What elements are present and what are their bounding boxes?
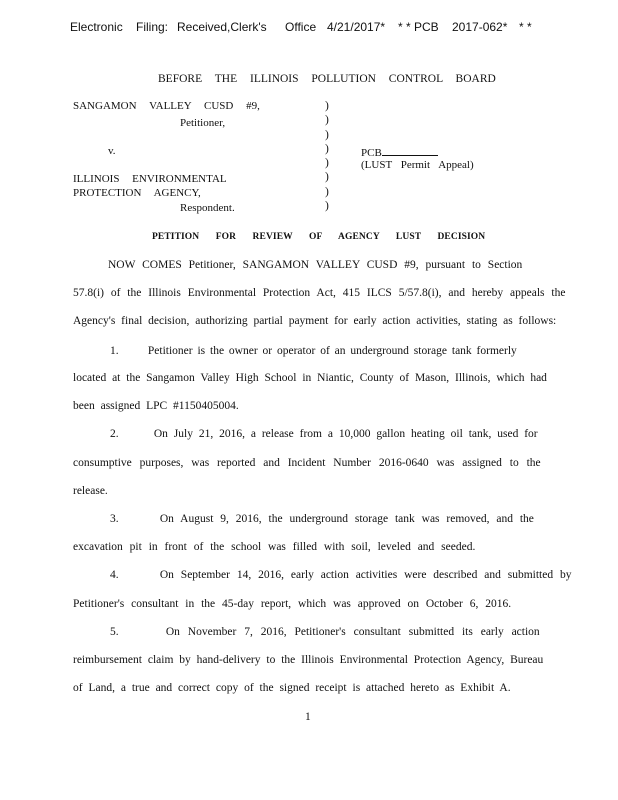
page-number: 1 (305, 711, 311, 723)
petitioner-role: Petitioner, (180, 117, 226, 129)
paragraph-3-line: excavation pit in front of the school was filled with soil, leveled and seeded. (73, 541, 476, 553)
caption-parentheses: ) ) ) ) ) ) ) ) (325, 100, 329, 213)
header-number: 2017-062* (452, 20, 508, 34)
paragraph-1-line: been assigned LPC #1150405004. (73, 400, 239, 412)
intro-line: Agency's final decision, authorizing partial payment for early action activities, stating as follows: (73, 315, 557, 327)
intro-line: NOW COMES Petitioner, SANGAMON VALLEY CUSD #9, pursuant to Section (108, 259, 523, 271)
case-number-label: PCB (361, 147, 382, 159)
paragraph-4-line: 4. On September 14, 2016, early action activities were described and submitted by (110, 569, 572, 581)
intro-line: 57.8(i) of the Illinois Environmental Protection Act, 415 ILCS 5/57.8(i), and hereby appeals the (73, 287, 566, 299)
header-date: 4/21/2017* (327, 20, 386, 34)
paragraph-3-line: 3. On August 9, 2016, the underground storage tank was removed, and the (110, 513, 534, 525)
header-pcb: * * PCB (398, 20, 439, 34)
case-type: (LUST Permit Appeal) (361, 159, 474, 171)
case-number-blank (382, 145, 438, 156)
petition-title: PETITION FOR REVIEW OF AGENCY LUST DECISION (152, 232, 486, 242)
respondent-line2: PROTECTION AGENCY, (73, 187, 201, 199)
paragraph-1-line: 1. Petitioner is the owner or operator of an underground storage tank formerly (110, 345, 517, 357)
respondent-line1: ILLINOIS ENVIRONMENTAL (73, 173, 227, 185)
paragraph-4-line: Petitioner's consultant in the 45-day report, which was approved on October 6, 2016. (73, 598, 512, 610)
petitioner-name: SANGAMON VALLEY CUSD #9, (73, 100, 260, 112)
paragraph-5-line: reimbursement claim by hand-delivery to the Illinois Environmental Protection Agency, Bureau (73, 654, 544, 666)
paragraph-2-line: release. (73, 485, 108, 497)
paragraph-2-line: consumptive purposes, was reported and Incident Number 2016-0640 was assigned to the (73, 457, 541, 469)
respondent-role: Respondent. (180, 202, 235, 214)
paragraph-1-line: located at the Sangamon Valley High School in Niantic, County of Mason, Illinois, which had (73, 372, 547, 384)
header-received: Received,Clerk's (177, 20, 267, 34)
paragraph-5-line: of Land, a true and correct copy of the signed receipt is attached hereto as Exhibit A. (73, 682, 511, 694)
versus: v. (108, 145, 116, 157)
header-electronic: Electronic (70, 20, 123, 34)
header-stars: * * (519, 20, 532, 34)
paragraph-5-line: 5. On November 7, 2016, Petitioner's consultant submitted its early action (110, 626, 540, 638)
case-number (361, 145, 438, 159)
header-filing: Filing: (136, 20, 169, 34)
header-office: Office (285, 20, 317, 34)
paragraph-2-line: 2. On July 21, 2016, a release from a 10,000 gallon heating oil tank, used for (110, 428, 538, 440)
board-title: BEFORE THE ILLINOIS POLLUTION CONTROL BOARD (158, 73, 496, 85)
